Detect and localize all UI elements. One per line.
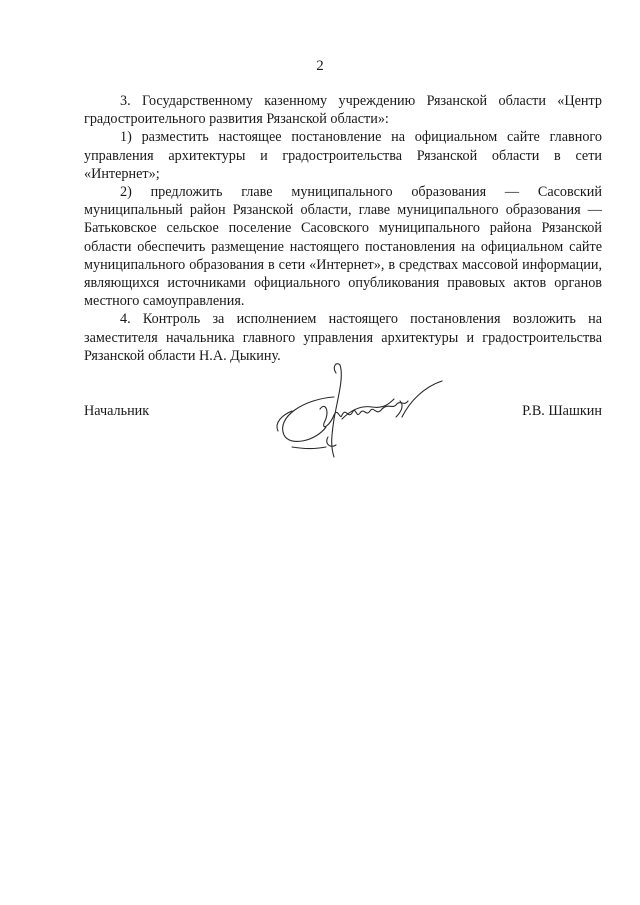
signer-position: Начальник [84, 403, 150, 419]
paragraph-item-3: 3. Государственному казенному учреждению Рязанской области «Центр градостроительного развития Рязанской области»: [84, 93, 602, 128]
paragraph-subitem-2: 2) предложить главе муниципального образования — Сасовский муниципальный район Рязанской области, главе муниципального образования — Батьковское сельское поселение Сасовского муниципального района Рязанской области обеспечить размещение настоящего постановления на официальном сайте муниципального образования в сети «Интернет», в средствах массовой информации, являющихся источниками официального опубликования правовых актов органов местного самоуправления. [84, 184, 602, 310]
document-body [84, 92, 602, 365]
signer-name: Р.В. Шашкин [522, 403, 602, 419]
paragraph-subitem-1: 1) разместить настоящее постановление на официальном сайте главного управления архитектуры и градостроительства Рязанской области в сети «Интернет»; [84, 129, 602, 182]
paragraph-item-4: 4. Контроль за исполнением настоящего постановления возложить на заместителя начальника главного управления архитектуры и градостроительства Рязанской области Н.А. Дыкину. [84, 311, 602, 364]
handwritten-signature [264, 357, 464, 467]
signature-block [84, 402, 602, 472]
page-number: 2 [316, 58, 324, 74]
